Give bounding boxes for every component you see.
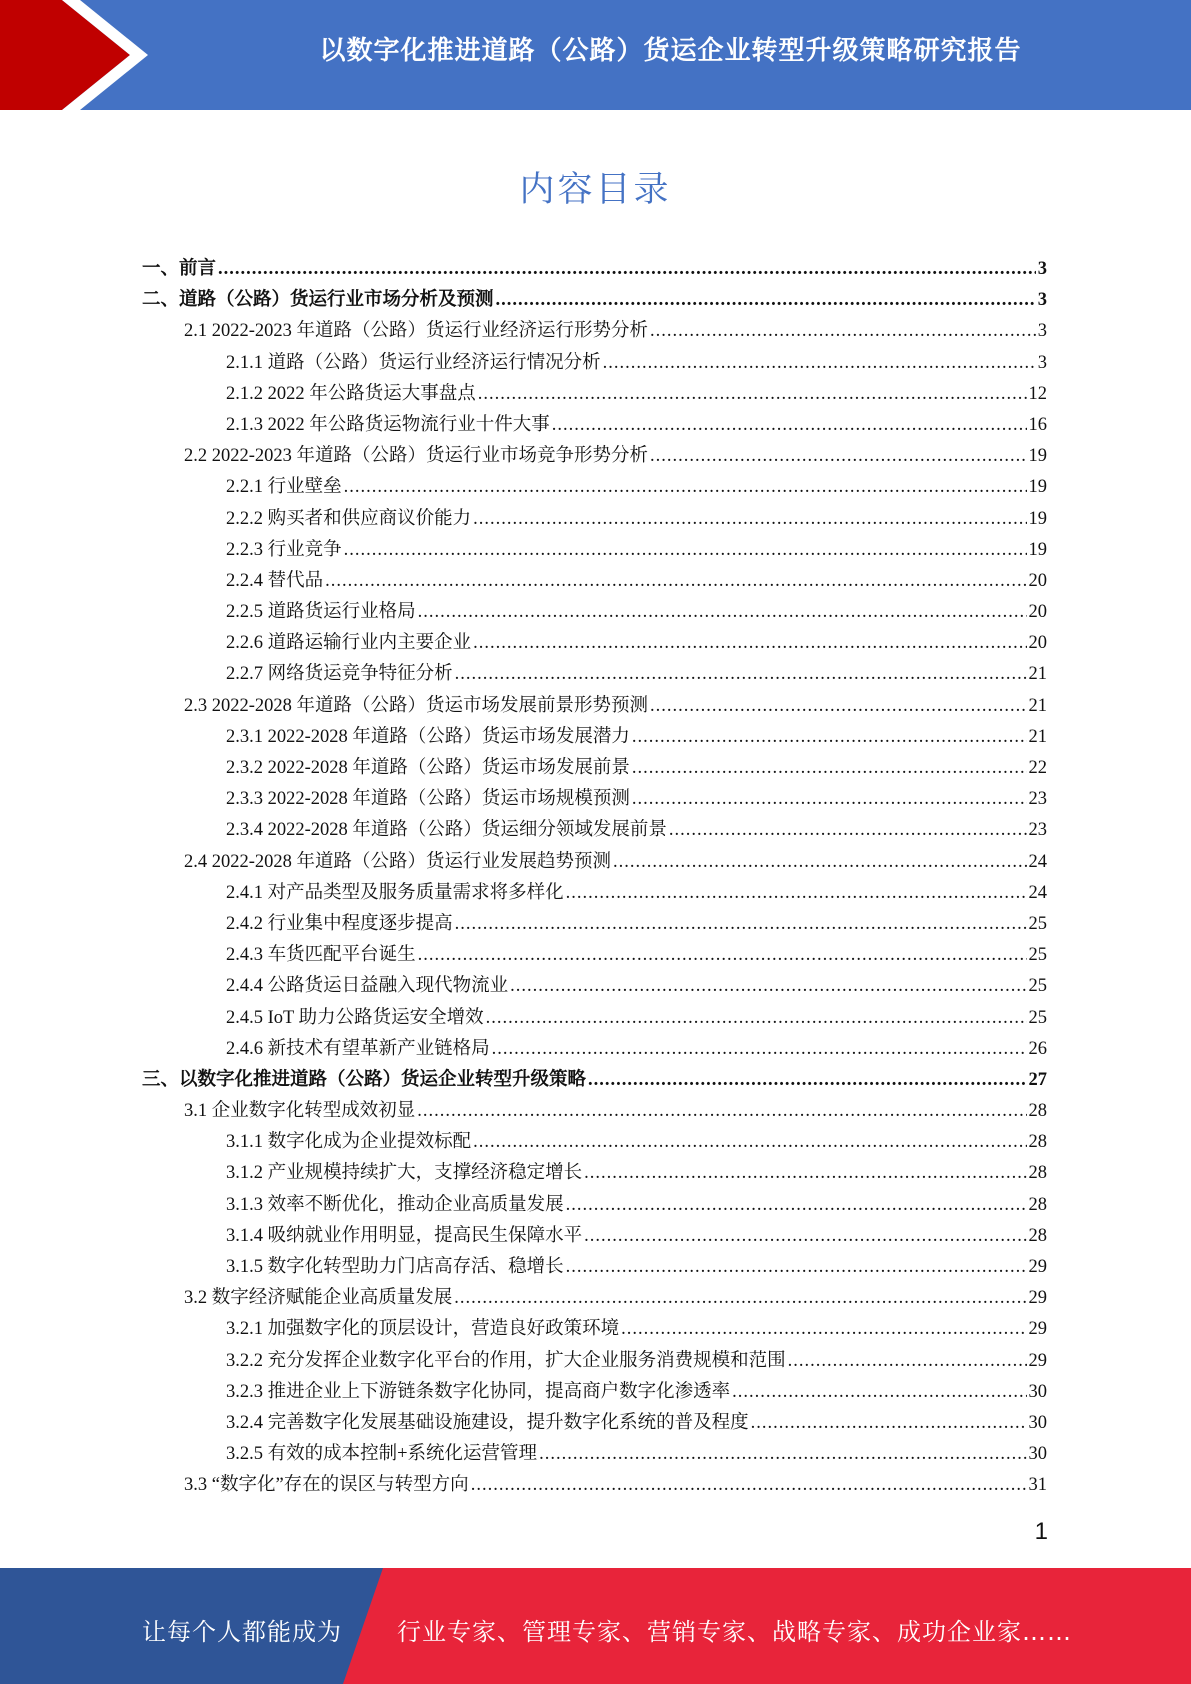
toc-entry-title: 2.3.1 2022-2028 年道路（公路）货运市场发展潜力	[226, 726, 630, 747]
toc-entry-title: 3.2 数字经济赋能企业高质量发展	[184, 1288, 453, 1309]
toc-entry[interactable]	[142, 1127, 1047, 1158]
toc-entry[interactable]	[142, 878, 1047, 909]
toc-entry-title: 2.2 2022-2023 年道路（公路）货运行业市场竞争形势分析	[184, 446, 649, 467]
toc-dot-leader	[478, 379, 1027, 410]
toc-entry[interactable]	[142, 971, 1047, 1002]
toc-entry[interactable]	[142, 1003, 1047, 1034]
toc-entry-page: 25	[1028, 976, 1047, 997]
toc-entry-page: 31	[1028, 1475, 1047, 1496]
toc-entry-title: 3.1.2 产业规模持续扩大，支撑经济稳定增长	[226, 1163, 583, 1184]
toc-entry-page: 30	[1028, 1444, 1047, 1465]
toc-entry-page: 28	[1028, 1101, 1047, 1122]
toc-entry-page: 25	[1028, 913, 1047, 934]
toc-dot-leader	[455, 659, 1027, 690]
toc-entry[interactable]	[142, 441, 1047, 472]
toc-entry-page: 12	[1028, 383, 1047, 404]
toc-dot-leader	[566, 878, 1027, 909]
toc-dot-leader	[473, 1127, 1026, 1158]
toc-entry-page: 21	[1028, 695, 1047, 716]
toc-entry[interactable]	[142, 1065, 1047, 1096]
toc-heading: 内容目录	[519, 170, 672, 210]
toc-entry-title: 2.3.4 2022-2028 年道路（公路）货运细分领域发展前景	[226, 820, 667, 841]
toc-entry-title: 3.2.3 推进企业上下游链条数字化协同，提高商户数字化渗透率	[226, 1381, 731, 1402]
toc-entry-page: 26	[1028, 1038, 1047, 1059]
toc-entry-title: 2.2.5 道路货运行业格局	[226, 602, 416, 623]
toc-entry-page: 20	[1028, 570, 1047, 591]
toc-dot-leader	[344, 535, 1027, 566]
report-title: 以数字化推进道路（公路）货运企业转型升级策略研究报告	[319, 36, 1022, 66]
footer-slogan-left: 让每个人都能成为	[142, 1618, 342, 1646]
toc-entry-page: 28	[1028, 1225, 1047, 1246]
toc-entry[interactable]	[142, 847, 1047, 878]
toc-entry[interactable]	[142, 410, 1047, 441]
toc-dot-leader	[788, 1346, 1027, 1377]
toc-entry-title: 3.1.3 效率不断优化，推动企业高质量发展	[226, 1194, 564, 1215]
table-of-contents	[142, 254, 1047, 1502]
toc-entry-page: 21	[1028, 664, 1047, 685]
report-header	[0, 0, 1191, 110]
toc-entry-title: 3.1 企业数字化转型成效初显	[184, 1101, 416, 1122]
toc-entry-title: 2.1 2022-2023 年道路（公路）货运行业经济运行形势分析	[184, 321, 649, 342]
toc-entry-page: 29	[1028, 1257, 1047, 1277]
toc-entry-title: 3.1.4 吸纳就业作用明显，提高民生保障水平	[226, 1225, 583, 1246]
toc-entry-title: 三、以数字化推进道路（公路）货运企业转型升级策略	[142, 1069, 587, 1090]
toc-dot-leader	[552, 410, 1027, 441]
toc-entry[interactable]	[142, 815, 1047, 846]
toc-entry-page: 28	[1028, 1163, 1047, 1184]
toc-entry-page: 22	[1028, 758, 1047, 778]
toc-entry-title: 一、前言	[142, 259, 217, 279]
toc-entry-title: 2.2.6 道路运输行业内主要企业	[226, 633, 472, 654]
toc-entry[interactable]	[142, 504, 1047, 535]
toc-dot-leader	[588, 1065, 1026, 1096]
toc-dot-leader	[418, 597, 1027, 628]
toc-entry[interactable]	[142, 1346, 1047, 1377]
footer-slogan-right: 行业专家、管理专家、营销专家、战略专家、成功企业家……	[397, 1618, 1072, 1646]
toc-dot-leader	[473, 628, 1026, 659]
toc-entry[interactable]	[142, 1158, 1047, 1189]
toc-entry[interactable]	[142, 535, 1047, 566]
toc-entry-title: 2.1.1 道路（公路）货运行业经济运行情况分析	[226, 352, 601, 373]
toc-entry-title: 2.2.7 网络货运竞争特征分析	[226, 664, 453, 685]
toc-entry-title: 3.2.2 充分发挥企业数字化平台的作用，扩大企业服务消费规模和范围	[226, 1350, 786, 1371]
toc-entry[interactable]	[142, 316, 1047, 347]
toc-entry-page: 29	[1028, 1319, 1047, 1340]
toc-dot-leader	[621, 1314, 1026, 1345]
toc-dot-leader	[344, 472, 1027, 503]
toc-dot-leader	[486, 1003, 1027, 1034]
toc-entry-page: 23	[1028, 820, 1047, 841]
header-arrow-decoration	[0, 0, 160, 110]
toc-entry-page: 27	[1028, 1069, 1047, 1090]
toc-entry-page: 29	[1028, 1288, 1047, 1309]
toc-entry-page: 28	[1028, 1194, 1047, 1215]
toc-entry[interactable]	[142, 1190, 1047, 1221]
toc-entry[interactable]	[142, 1314, 1047, 1345]
toc-entry[interactable]	[142, 659, 1047, 690]
toc-dot-leader	[473, 504, 1026, 535]
toc-entry[interactable]	[142, 566, 1047, 597]
toc-entry-title: 二、道路（公路）货运行业市场分析及预测	[142, 290, 494, 311]
toc-entry[interactable]	[142, 909, 1047, 940]
toc-entry-title: 2.2.2 购买者和供应商议价能力	[226, 508, 472, 529]
toc-entry-title: 2.3 2022-2028 年道路（公路）货运市场发展前景形势预测	[184, 695, 649, 716]
page-number: 1	[1034, 1518, 1048, 1545]
toc-entry[interactable]	[142, 597, 1047, 628]
toc-entry[interactable]	[142, 722, 1047, 753]
toc-dot-leader	[496, 285, 1036, 316]
toc-entry-page: 3	[1037, 321, 1047, 342]
toc-entry-page: 23	[1028, 789, 1047, 810]
toc-entry-page: 19	[1028, 477, 1047, 498]
toc-entry[interactable]	[142, 1377, 1047, 1408]
toc-dot-leader	[454, 1283, 1026, 1314]
toc-entry-title: 3.1.5 数字化转型助力门店高存活、稳增长	[226, 1257, 564, 1277]
toc-dot-leader	[669, 815, 1027, 846]
toc-dot-leader	[584, 1221, 1026, 1252]
toc-dot-leader	[566, 1252, 1027, 1283]
toc-entry[interactable]	[142, 940, 1047, 971]
toc-entry-page: 19	[1028, 508, 1047, 529]
toc-dot-leader	[650, 441, 1026, 472]
toc-dot-leader	[613, 847, 1026, 878]
toc-entry-page: 28	[1028, 1132, 1047, 1153]
toc-dot-leader	[632, 784, 1027, 815]
toc-entry[interactable]	[142, 753, 1047, 784]
toc-entry[interactable]	[142, 628, 1047, 659]
toc-dot-leader	[751, 1408, 1027, 1439]
toc-entry-title: 2.4.3 车货匹配平台诞生	[226, 945, 416, 966]
toc-dot-leader	[632, 722, 1027, 753]
toc-entry-page: 29	[1028, 1350, 1047, 1371]
toc-entry-title: 2.1.3 2022 年公路货运物流行业十件大事	[226, 414, 550, 435]
toc-entry[interactable]	[142, 691, 1047, 722]
toc-entry-page: 24	[1028, 851, 1047, 872]
toc-dot-leader	[471, 1470, 1027, 1501]
toc-dot-leader	[584, 1158, 1026, 1189]
toc-dot-leader	[650, 691, 1026, 722]
toc-dot-leader	[325, 566, 1026, 597]
toc-dot-leader	[455, 909, 1027, 940]
toc-entry-title: 2.2.4 替代品	[226, 570, 324, 591]
toc-entry-title: 2.4 2022-2028 年道路（公路）货运行业发展趋势预测	[184, 851, 612, 872]
toc-dot-leader	[650, 316, 1036, 347]
toc-entry[interactable]	[142, 472, 1047, 503]
toc-entry[interactable]	[142, 784, 1047, 815]
toc-entry-title: 3.2.5 有效的成本控制+系统化运营管理	[226, 1444, 538, 1465]
toc-entry-title: 2.1.2 2022 年公路货运大事盘点	[226, 383, 476, 404]
toc-entry-page: 25	[1028, 945, 1047, 966]
footer-banner	[0, 1568, 1191, 1684]
toc-entry-title: 2.3.2 2022-2028 年道路（公路）货运市场发展前景	[226, 758, 630, 778]
toc-entry[interactable]	[142, 1034, 1047, 1065]
toc-entry-title: 2.4.1 对产品类型及服务质量需求将多样化	[226, 882, 564, 903]
toc-entry-title: 2.4.5 IoT 助力公路货运安全增效	[226, 1007, 484, 1028]
toc-dot-leader	[492, 1034, 1027, 1065]
toc-entry-page: 25	[1028, 1007, 1047, 1028]
toc-entry[interactable]	[142, 1439, 1047, 1470]
toc-entry[interactable]	[142, 348, 1047, 379]
toc-entry[interactable]	[142, 1096, 1047, 1127]
toc-entry-page: 19	[1028, 446, 1047, 467]
toc-entry-page: 19	[1028, 539, 1047, 560]
toc-entry-title: 2.3.3 2022-2028 年道路（公路）货运市场规模预测	[226, 789, 630, 810]
toc-entry-page: 24	[1028, 882, 1047, 903]
toc-entry[interactable]	[142, 1408, 1047, 1439]
toc-dot-leader	[732, 1377, 1026, 1408]
toc-dot-leader	[539, 1439, 1026, 1470]
toc-entry-page: 3	[1037, 290, 1047, 311]
toc-entry[interactable]	[142, 285, 1047, 316]
toc-entry-page: 16	[1028, 414, 1047, 435]
toc-entry-title: 3.1.1 数字化成为企业提效标配	[226, 1132, 472, 1153]
toc-entry-page: 20	[1028, 602, 1047, 623]
toc-entry-title: 2.4.4 公路货运日益融入现代物流业	[226, 976, 509, 997]
toc-entry-title: 2.2.3 行业竞争	[226, 539, 342, 560]
toc-entry-title: 2.2.1 行业壁垒	[226, 477, 342, 498]
toc-entry-page: 3	[1037, 352, 1047, 373]
toc-entry-page: 3	[1037, 259, 1047, 279]
toc-entry-title: 2.4.2 行业集中程度逐步提高	[226, 913, 453, 934]
toc-entry[interactable]	[142, 1283, 1047, 1314]
toc-entry-title: 3.2.4 完善数字化发展基础设施建设，提升数字化系统的普及程度	[226, 1412, 749, 1433]
toc-dot-leader	[418, 940, 1027, 971]
toc-entry-page: 20	[1028, 633, 1047, 654]
toc-dot-leader	[566, 1190, 1027, 1221]
toc-entry-page: 30	[1028, 1381, 1047, 1402]
toc-entry[interactable]	[142, 1470, 1047, 1501]
toc-dot-leader	[510, 971, 1026, 1002]
toc-dot-leader	[417, 1096, 1026, 1127]
toc-entry-page: 21	[1028, 726, 1047, 747]
toc-dot-leader	[603, 348, 1036, 379]
toc-dot-leader	[218, 254, 1036, 285]
toc-entry-title: 3.2.1 加强数字化的顶层设计，营造良好政策环境	[226, 1319, 620, 1340]
toc-dot-leader	[632, 753, 1027, 784]
toc-entry[interactable]	[142, 1221, 1047, 1252]
toc-entry[interactable]	[142, 379, 1047, 410]
toc-entry-title: 2.4.6 新技术有望革新产业链格局	[226, 1038, 490, 1059]
toc-entry-title: 3.3 “数字化”存在的误区与转型方向	[184, 1475, 469, 1496]
toc-entry-page: 30	[1028, 1412, 1047, 1433]
toc-entry[interactable]	[142, 254, 1047, 285]
toc-entry[interactable]	[142, 1252, 1047, 1283]
